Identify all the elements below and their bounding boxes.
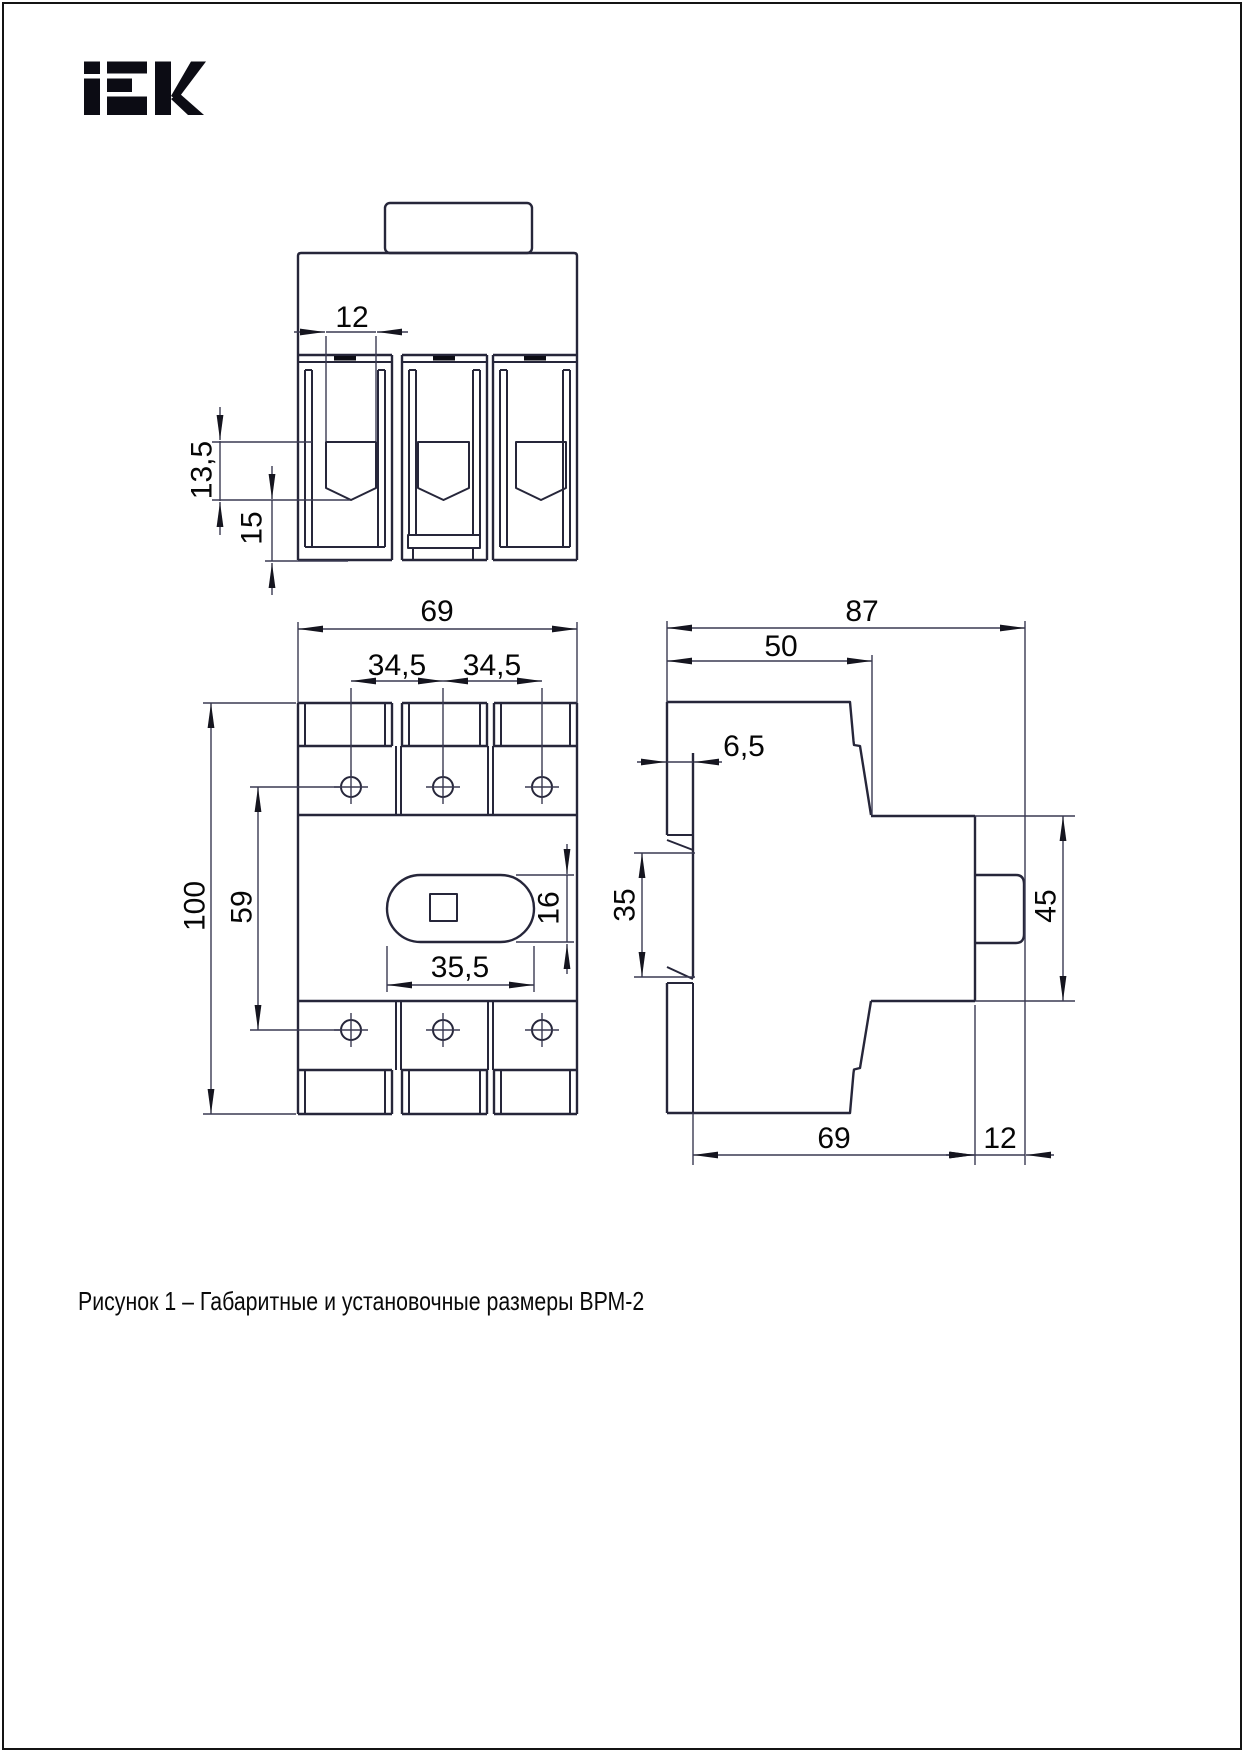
top-view-dimensions bbox=[186, 301, 409, 595]
front-view-dimensions bbox=[179, 595, 578, 1114]
dim-label-side-69: 69 bbox=[817, 1122, 851, 1155]
screw-icon bbox=[426, 1013, 460, 1047]
dim-label-front-35-5: 35,5 bbox=[430, 951, 490, 984]
dim-label-front-34-5-right: 34,5 bbox=[462, 649, 522, 682]
side-view-outline bbox=[667, 702, 1024, 1113]
dim-label-side-87: 87 bbox=[845, 595, 879, 628]
screw-icon bbox=[525, 1013, 559, 1047]
dim-label-side-35: 35 bbox=[608, 888, 642, 922]
side-view-dimensions bbox=[609, 595, 1076, 1165]
iek-logo-icon bbox=[84, 62, 206, 116]
dim-label-side-45: 45 bbox=[1029, 889, 1063, 923]
dim-label-top-13-5: 13,5 bbox=[185, 440, 219, 500]
dim-label-side-6-5: 6,5 bbox=[723, 730, 765, 763]
dim-label-front-59: 59 bbox=[225, 890, 259, 924]
dim-label-front-34-5-left: 34,5 bbox=[367, 649, 427, 682]
figure-caption: Рисунок 1 – Габаритные и установочные размеры ВРМ-2 bbox=[78, 1286, 645, 1316]
front-view-screws bbox=[334, 770, 559, 1047]
dim-label-top-12: 12 bbox=[335, 301, 369, 334]
top-view-outline bbox=[298, 203, 577, 560]
front-view bbox=[179, 595, 578, 1114]
dim-label-side-12: 12 bbox=[983, 1122, 1017, 1155]
side-view bbox=[609, 595, 1076, 1165]
dim-label-top-15: 15 bbox=[235, 511, 269, 545]
dim-label-side-50: 50 bbox=[764, 630, 798, 663]
dim-label-front-100: 100 bbox=[178, 880, 212, 932]
top-view bbox=[186, 203, 578, 595]
dim-label-front-16: 16 bbox=[532, 891, 566, 925]
dim-label-front-69: 69 bbox=[420, 595, 454, 628]
